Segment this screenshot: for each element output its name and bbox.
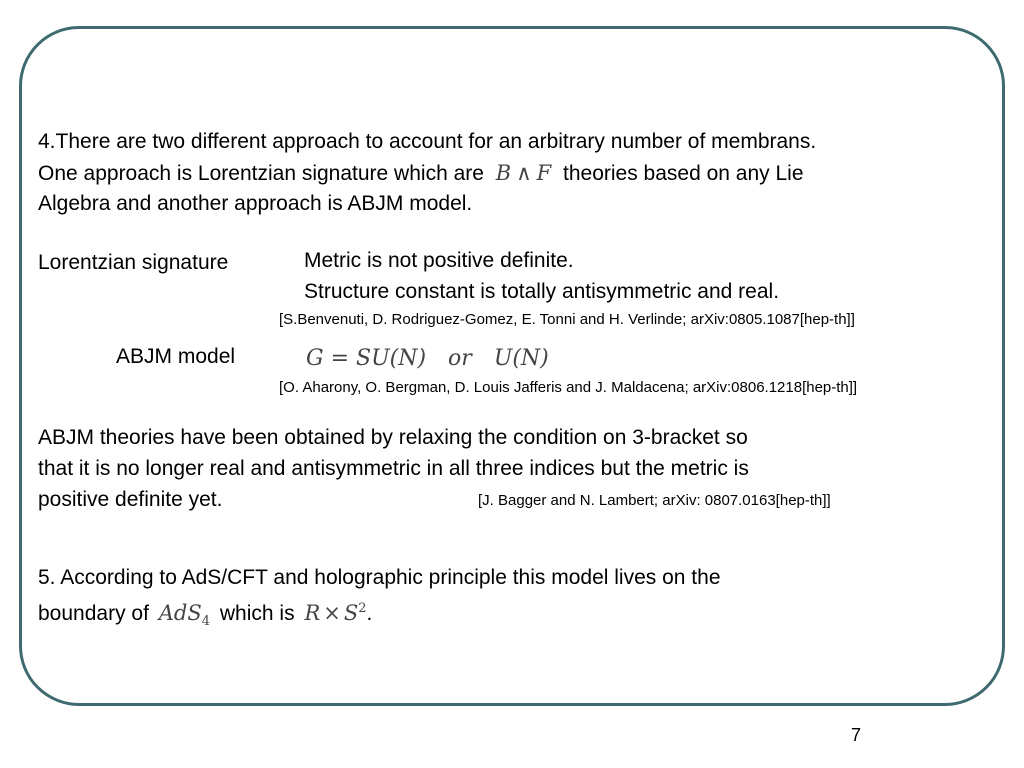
point4-line2 — [38, 158, 804, 189]
point4-line2-text-before: One approach is Lorentzian signature which are — [38, 162, 484, 185]
abjm-label: ABJM model — [116, 345, 236, 368]
point5-line2-text-before: boundary of — [38, 602, 149, 625]
point4-line3: Algebra and another approach is ABJM model. — [38, 192, 473, 215]
point4-line2-text-after: theories based on any Lie — [563, 162, 804, 185]
ads4-formula: AdS$_4$ — [158, 601, 211, 630]
r-times-s2-formula: $R \times S^2$ — [304, 601, 367, 625]
lorentzian-label: Lorentzian signature — [38, 251, 229, 274]
lorentzian-line2: Structure constant is totally antisymmetric and real. — [304, 280, 780, 303]
page-number: 7 — [851, 725, 862, 745]
abjm-reference: [O. Aharony, O. Bergman, D. Louis Jafferis and J. Maldacena; arXiv:0806.1218[hep-th]] — [279, 379, 858, 396]
lorentzian-line1: Metric is not positive definite. — [304, 249, 574, 272]
abjm-theories-line3: positive definite yet. — [38, 488, 223, 511]
point5-line2-text-mid: which is — [219, 602, 295, 625]
point5-line1: 5. According to AdS/CFT and holographic principle this model lives on the — [38, 566, 721, 589]
bagger-lambert-reference: [J. Bagger and N. Lambert; arXiv: 0807.0163[hep-th]] — [478, 492, 831, 509]
abjm-theories-line1: ABJM theories have been obtained by relaxing the condition on 3-bracket so — [38, 426, 748, 449]
gauge-group-formula: G = SU(N) or U(N) — [306, 346, 549, 371]
lorentzian-reference: [S.Benvenuti, D. Rodriguez-Gomez, E. Tonni and H. Verlinde; arXiv:0805.1087[hep-th]] — [279, 311, 855, 328]
abjm-theories-line2: that it is no longer real and antisymmetric in all three indices but the metric is — [38, 457, 749, 480]
point4-line1: 4.There are two different approach to account for an arbitrary number of membrans. — [38, 130, 817, 153]
b-wedge-f-formula: B ∧ F — [495, 161, 552, 185]
point5-line2-period: . — [366, 602, 373, 625]
point5-line2 — [38, 594, 372, 637]
